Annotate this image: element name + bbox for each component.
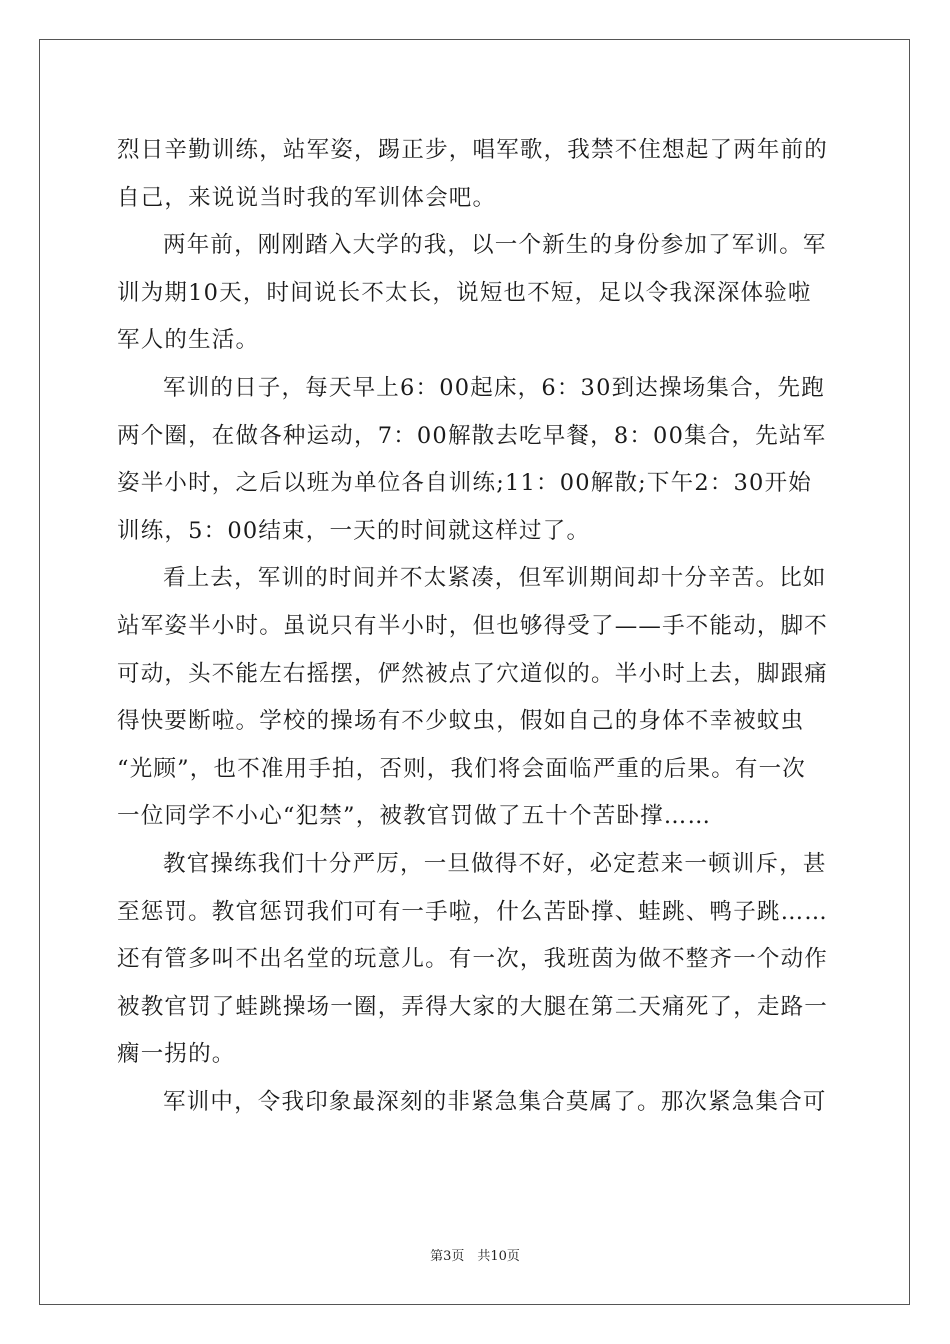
text-line: 站军姿半小时。虽说只有半小时，但也够得受了——手不能动，脚不: [117, 612, 829, 639]
text-line: 训练，5：00结束，一天的时间就这样过了。: [117, 517, 591, 544]
text-line: 至惩罚。教官惩罚我们可有一手啦，什么苦卧撑、蛙跳、鸭子跳……: [117, 898, 829, 925]
text-line: 烈日辛勤训练，站军姿，踢正步，唱军歌，我禁不住想起了两年前的: [117, 137, 829, 163]
text-line: 得快要断啦。学校的操场有不少蚊虫，假如自己的身体不幸被蚊虫: [117, 708, 805, 735]
paragraph-start-line: 看上去，军训的时间并不太紧凑，但军训期间却十分辛苦。比如: [163, 565, 827, 592]
text-line: 瘸一拐的。: [117, 1041, 236, 1068]
page-footer: 第3页 共10页: [430, 1249, 520, 1264]
paragraph-start-line: 军训的日子，每天早上6：00起床，6：30到达操场集合，先跑: [163, 374, 825, 401]
text-line: 训为期10天，时间说长不太长，说短也不短，足以令我深深体验啦: [117, 279, 812, 306]
text-line: 可动，头不能左右摇摆，俨然被点了穴道似的。半小时上去，脚跟痛: [117, 660, 829, 687]
text-line: “光顾”，也不准用手拍，否则，我们将会面临严重的后果。有一次: [117, 755, 807, 782]
text-line: 被教官罚了蛙跳操场一圈，弄得大家的大腿在第二天痛死了，走路一: [117, 993, 829, 1020]
document-body: [117, 127, 837, 1126]
paragraph-start-line: 军训中，令我印象最深刻的非紧急集合莫属了。那次紧急集合可: [163, 1088, 827, 1115]
text-line: 两个圈，在做各种运动，7：00解散去吃早餐，8：00集合，先站军: [117, 422, 827, 449]
text-line: 自己，来说说当时我的军训体会吧。: [117, 184, 497, 211]
text-line: 军人的生活。: [117, 327, 260, 354]
paragraph-start-line: 教官操练我们十分严厉，一旦做得不好，必定惹来一顿训斥，甚: [163, 850, 827, 877]
text-line: 还有管多叫不出名堂的玩意儿。有一次，我班茵为做不整齐一个动作: [117, 946, 829, 973]
paragraph-start-line: 两年前，刚刚踏入大学的我，以一个新生的身份参加了军训。军: [163, 232, 827, 259]
text-line: 一位同学不小心“犯禁”，被教官罚做了五十个苦卧撑……: [117, 803, 712, 830]
text-line: 姿半小时，之后以班为单位各自训练;11：00解散;下午2：30开始: [117, 470, 812, 497]
